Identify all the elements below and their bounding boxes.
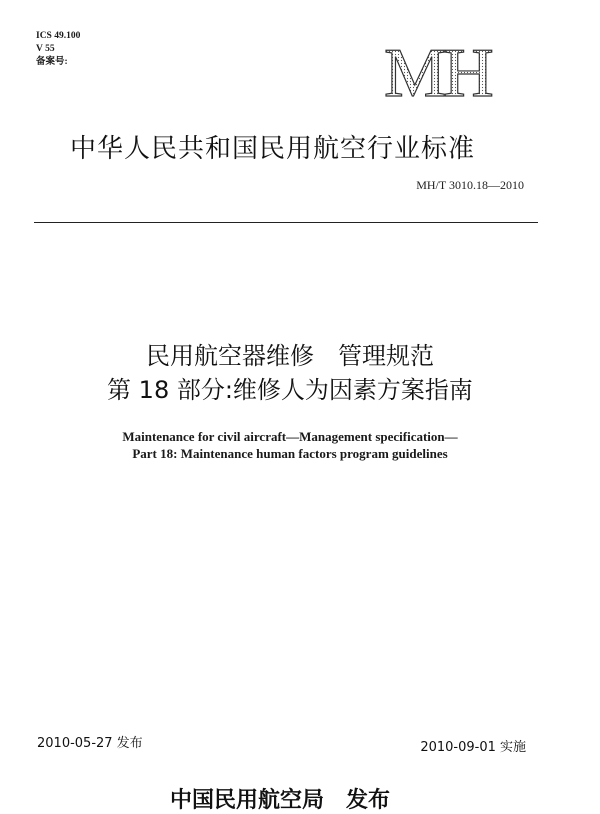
- title-cn-line1: 民用航空器维修 管理规范: [146, 342, 434, 370]
- ics-code: ICS 49.100: [36, 31, 81, 41]
- issue-date: 2010-05-27 发布: [37, 736, 143, 751]
- record-number-label: 备案号:: [36, 57, 68, 67]
- classification-block: [36, 30, 80, 69]
- implementation-date: 2010-09-01 实施: [420, 740, 526, 755]
- title-en-line2: Part 18: Maintenance human factors program guidelines: [132, 446, 448, 461]
- title-en-line1: Maintenance for civil aircraft—Management specification—: [122, 429, 458, 444]
- mh-logo: [382, 38, 508, 104]
- title-cn-line2: 第 18 部分:维修人为因素方案指南: [107, 376, 473, 404]
- header-divider: [34, 222, 538, 223]
- classification-code: V 55: [36, 44, 55, 54]
- organization-title: 中华人民共和国民用航空行业标准: [70, 134, 476, 164]
- issuing-authority: 中国民用航空局 发布: [169, 788, 390, 813]
- logo-text: MH: [384, 38, 491, 104]
- standard-number: MH/T 3010.18—2010: [416, 178, 524, 192]
